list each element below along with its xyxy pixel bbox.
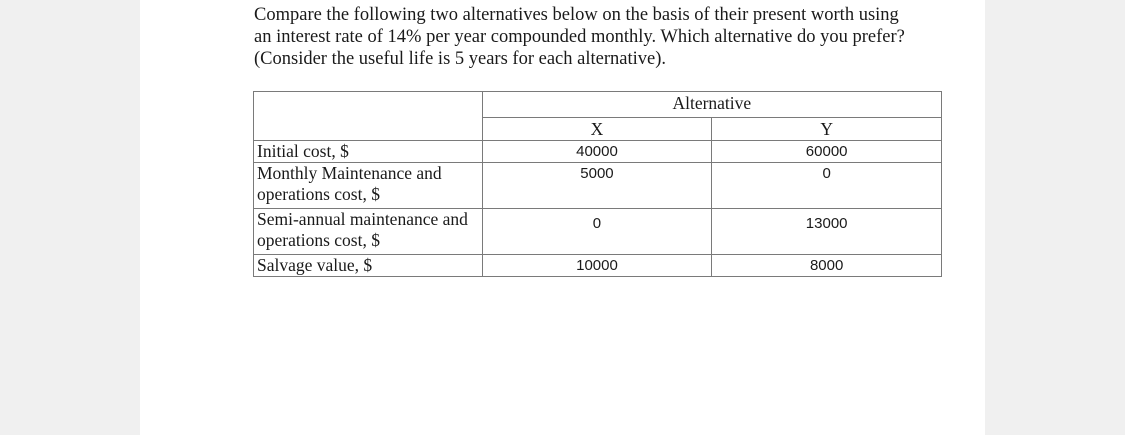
table-corner-cell: [254, 92, 483, 141]
question-line-1: Compare the following two alternatives below on the basis of their present worth using: [254, 5, 899, 25]
cell-x-semiannual-maintenance: 0: [482, 209, 712, 255]
row-label-monthly-maintenance: Monthly Maintenance and operations cost, $: [254, 163, 483, 209]
alternatives-table: [253, 91, 942, 277]
table-header-row-group: [254, 92, 942, 118]
column-header-y: Y: [712, 118, 942, 141]
cell-x-initial-cost: 40000: [482, 141, 712, 163]
question-text: [254, 4, 954, 70]
cell-y-salvage-value: 8000: [712, 255, 942, 277]
cell-y-initial-cost: 60000: [712, 141, 942, 163]
row-label-salvage-value: Salvage value, $: [254, 255, 483, 277]
cell-x-monthly-maintenance: 5000: [482, 163, 712, 209]
table-row: [254, 255, 942, 277]
table-row: [254, 141, 942, 163]
cell-x-salvage-value: 10000: [482, 255, 712, 277]
column-header-x: X: [482, 118, 712, 141]
table-row: [254, 209, 942, 255]
table-row: [254, 163, 942, 209]
question-line-2: an interest rate of 14% per year compounded monthly. Which alternative do you prefer?: [254, 27, 905, 47]
row-label-initial-cost: Initial cost, $: [254, 141, 483, 163]
question-line-3: (Consider the useful life is 5 years for each alternative).: [254, 49, 666, 69]
cell-y-semiannual-maintenance: 13000: [712, 209, 942, 255]
cell-y-monthly-maintenance: 0: [712, 163, 942, 209]
alternative-group-header: Alternative: [482, 92, 941, 118]
row-label-semiannual-maintenance: Semi-annual maintenance and operations cost, $: [254, 209, 483, 255]
